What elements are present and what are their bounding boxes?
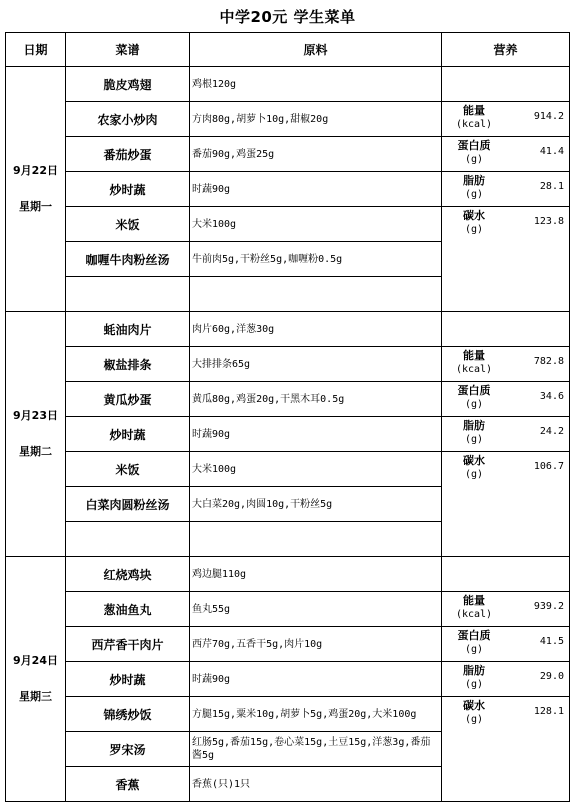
nutrition-row [442, 102, 569, 137]
dish-ingredients: 西芹70g,五香干5g,肉片10g [190, 627, 442, 662]
date-label: 9月24日 [13, 654, 58, 667]
dish-ingredients: 牛前肉5g,干粉丝5g,咖喱粉0.5g [190, 242, 442, 277]
nutrition-label-block [448, 454, 500, 482]
dish-name: 炒时蔬 [66, 417, 190, 452]
nutrition-label: 脂肪 [463, 419, 485, 432]
header-date: 日期 [6, 33, 66, 67]
nutrition-unit: (g) [464, 224, 484, 235]
nutrition-label-block [448, 104, 500, 132]
dish-name: 米饭 [66, 207, 190, 242]
date-cell [6, 557, 66, 802]
dish-ingredients [190, 522, 442, 557]
nutrition-label-block [448, 384, 500, 412]
dish-name: 红烧鸡块 [66, 557, 190, 592]
dish-ingredients: 时蔬90g [190, 172, 442, 207]
dish-name [66, 277, 190, 312]
nutrition-value: 914.2 [533, 111, 564, 122]
nutrition-value: 24.2 [539, 426, 564, 437]
weekday-label: 星期三 [19, 690, 52, 703]
dish-ingredients: 时蔬90g [190, 662, 442, 697]
nutrition-row [442, 172, 569, 207]
nutrition-cell [442, 312, 570, 557]
nutrition-spacer [442, 67, 569, 102]
nutrition-row [442, 137, 569, 172]
header-dish: 菜谱 [66, 33, 190, 67]
header-row [6, 33, 570, 67]
nutrition-label-block [448, 174, 500, 202]
nutrition-row [442, 207, 569, 241]
nutrition-row [442, 452, 569, 486]
dish-name: 蚝油肉片 [66, 312, 190, 347]
nutrition-spacer [442, 312, 569, 347]
nutrition-label-block [448, 699, 500, 727]
nutrition-label: 脂肪 [463, 174, 485, 187]
nutrition-spacer [442, 557, 569, 592]
menu-body [6, 67, 570, 802]
date-label: 9月23日 [13, 409, 58, 422]
table-row [6, 67, 570, 102]
dish-name: 番茄炒蛋 [66, 137, 190, 172]
dish-ingredients: 大米100g [190, 452, 442, 487]
nutrition-value: 29.0 [539, 671, 564, 682]
dish-ingredients: 鸡边腿110g [190, 557, 442, 592]
nutrition-value: 34.6 [539, 391, 564, 402]
dish-name: 椒盐排条 [66, 347, 190, 382]
table-row [6, 557, 570, 592]
nutrition-row [442, 417, 569, 452]
nutrition-unit: (g) [464, 714, 484, 725]
nutrition-label: 碳水 [463, 454, 485, 467]
nutrition-label: 蛋白质 [457, 139, 491, 152]
nutrition-value: 106.7 [533, 461, 564, 472]
nutrition-value: 41.5 [539, 636, 564, 647]
dish-ingredients: 香蕉(只)1只 [190, 767, 442, 802]
date-cell [6, 312, 66, 557]
date-cell [6, 67, 66, 312]
dish-ingredients: 大白菜20g,肉圆10g,干粉丝5g [190, 487, 442, 522]
header-nutrition: 营养 [442, 33, 570, 67]
dish-ingredients: 时蔬90g [190, 417, 442, 452]
nutrition-unit: (kcal) [455, 609, 493, 620]
nutrition-label: 能量 [463, 104, 485, 117]
nutrition-label: 能量 [463, 349, 485, 362]
dish-name: 农家小炒肉 [66, 102, 190, 137]
dish-ingredients: 鸡根120g [190, 67, 442, 102]
dish-name: 葱油鱼丸 [66, 592, 190, 627]
dish-name: 锦绣炒饭 [66, 697, 190, 732]
nutrition-cell [442, 67, 570, 312]
weekday-label: 星期一 [19, 200, 52, 213]
nutrition-unit: (g) [464, 189, 484, 200]
nutrition-label: 碳水 [463, 209, 485, 222]
nutrition-label: 蛋白质 [457, 384, 491, 397]
dish-name: 白菜肉圆粉丝汤 [66, 487, 190, 522]
dish-name: 咖喱牛肉粉丝汤 [66, 242, 190, 277]
dish-name: 脆皮鸡翅 [66, 67, 190, 102]
dish-name: 香蕉 [66, 767, 190, 802]
nutrition-label: 脂肪 [463, 664, 485, 677]
nutrition-label: 碳水 [463, 699, 485, 712]
header-ingredients: 原料 [190, 33, 442, 67]
nutrition-value: 41.4 [539, 146, 564, 157]
nutrition-unit: (g) [464, 644, 484, 655]
nutrition-label-block [448, 629, 500, 657]
nutrition-row [442, 697, 569, 731]
nutrition-row [442, 382, 569, 417]
nutrition-value: 123.8 [533, 216, 564, 227]
nutrition-label-block [448, 419, 500, 447]
dish-ingredients: 方肉80g,胡萝卜10g,甜椒20g [190, 102, 442, 137]
dish-name [66, 522, 190, 557]
nutrition-label: 能量 [463, 594, 485, 607]
table-row [6, 312, 570, 347]
nutrition-label-block [448, 594, 500, 622]
nutrition-row [442, 662, 569, 697]
dish-name: 西芹香干肉片 [66, 627, 190, 662]
dish-ingredients: 鱼丸55g [190, 592, 442, 627]
dish-name: 罗宋汤 [66, 732, 190, 767]
nutrition-unit: (g) [464, 154, 484, 165]
dish-ingredients: 肉片60g,洋葱30g [190, 312, 442, 347]
nutrition-unit: (g) [464, 679, 484, 690]
nutrition-unit: (g) [464, 434, 484, 445]
date-label: 9月22日 [13, 164, 58, 177]
nutrition-value: 782.8 [533, 356, 564, 367]
dish-ingredients: 番茄90g,鸡蛋25g [190, 137, 442, 172]
menu-table [5, 32, 570, 802]
nutrition-label: 蛋白质 [457, 629, 491, 642]
dish-ingredients: 红肠5g,番茄15g,卷心菜15g,土豆15g,洋葱3g,番茄酱5g [190, 732, 442, 767]
dish-name: 米饭 [66, 452, 190, 487]
nutrition-unit: (kcal) [455, 364, 493, 375]
nutrition-row [442, 627, 569, 662]
dish-ingredients [190, 277, 442, 312]
dish-name: 黄瓜炒蛋 [66, 382, 190, 417]
dish-ingredients: 方腿15g,粟米10g,胡萝卜5g,鸡蛋20g,大米100g [190, 697, 442, 732]
nutrition-label-block [448, 209, 500, 237]
nutrition-value: 128.1 [533, 706, 564, 717]
dish-name: 炒时蔬 [66, 662, 190, 697]
page-title: 中学20元 学生菜单 [219, 8, 356, 26]
nutrition-unit: (g) [464, 469, 484, 480]
nutrition-unit: (kcal) [455, 119, 493, 130]
nutrition-value: 28.1 [539, 181, 564, 192]
nutrition-unit: (g) [464, 399, 484, 410]
dish-name: 炒时蔬 [66, 172, 190, 207]
nutrition-label-block [448, 664, 500, 692]
nutrition-cell [442, 557, 570, 802]
nutrition-row [442, 347, 569, 382]
dish-ingredients: 大米100g [190, 207, 442, 242]
dish-ingredients: 大排排条65g [190, 347, 442, 382]
nutrition-row [442, 592, 569, 627]
nutrition-value: 939.2 [533, 601, 564, 612]
nutrition-label-block [448, 349, 500, 377]
dish-ingredients: 黄瓜80g,鸡蛋20g,干黑木耳0.5g [190, 382, 442, 417]
nutrition-label-block [448, 139, 500, 167]
weekday-label: 星期二 [19, 445, 52, 458]
